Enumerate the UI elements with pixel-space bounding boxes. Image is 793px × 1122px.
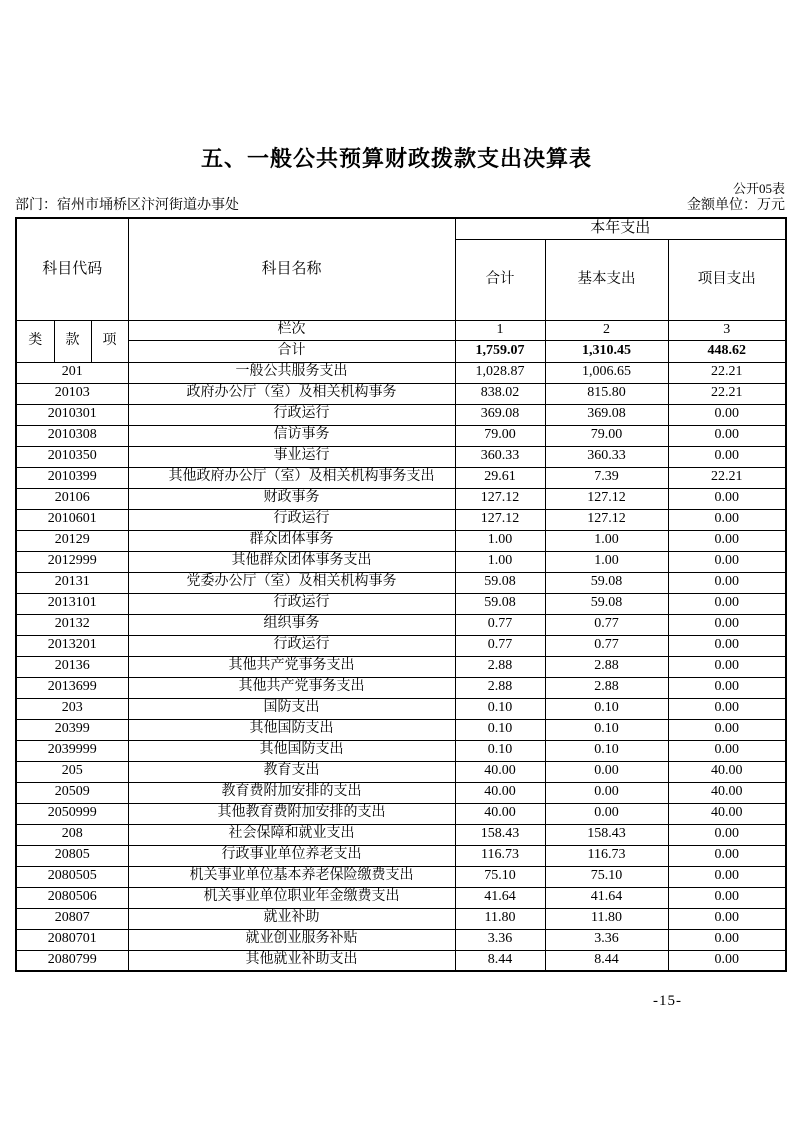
project-value-cell: 0.00: [668, 950, 786, 971]
table-row: [16, 551, 786, 572]
project-value-cell: 22.21: [668, 383, 786, 404]
subject-code-cell: 2010350: [16, 446, 128, 467]
subject-code-cell: 20136: [16, 656, 128, 677]
project-value-cell: 0.00: [668, 719, 786, 740]
basic-value-cell: 815.80: [545, 383, 668, 404]
project-value-cell: 0.00: [668, 614, 786, 635]
subject-name-cell: 就业创业服务补贴: [128, 929, 455, 950]
project-value-cell: 0.00: [668, 824, 786, 845]
subject-name-cell: 教育支出: [128, 761, 455, 782]
basic-value-cell: 59.08: [545, 593, 668, 614]
page-number: -15-: [653, 993, 682, 1009]
table-row: [16, 719, 786, 740]
total-value-cell: 158.43: [455, 824, 545, 845]
subject-name-cell: 群众团体事务: [128, 530, 455, 551]
total-value-cell: 11.80: [455, 908, 545, 929]
table-row: [16, 761, 786, 782]
subject-code-cell: 20399: [16, 719, 128, 740]
basic-value-cell: 0.77: [545, 614, 668, 635]
subject-name-cell: 财政事务: [128, 488, 455, 509]
basic-value-cell: 0.00: [545, 782, 668, 803]
total-value-cell: 59.08: [455, 572, 545, 593]
subject-name-cell: 其他共产党事务支出: [128, 656, 455, 677]
project-value-cell: 40.00: [668, 782, 786, 803]
project-value-cell: 0.00: [668, 446, 786, 467]
subject-code-cell: 20807: [16, 908, 128, 929]
project-value-cell: 0.00: [668, 635, 786, 656]
basic-value-cell: 0.10: [545, 719, 668, 740]
total-value-cell: 360.33: [455, 446, 545, 467]
basic-value-cell: 0.00: [545, 761, 668, 782]
basic-value-cell: 2.88: [545, 656, 668, 677]
table-row: [16, 950, 786, 971]
page-title: 五、一般公共预算财政拨款支出决算表: [200, 146, 592, 171]
subject-code-cell: 20103: [16, 383, 128, 404]
project-value-cell: 0.00: [668, 866, 786, 887]
project-value-cell: 0.00: [668, 551, 786, 572]
subject-name-cell: 其他群众团体事务支出: [128, 551, 455, 572]
subject-name-cell: 事业运行: [128, 446, 455, 467]
project-value-cell: 0.00: [668, 488, 786, 509]
table-row: [16, 740, 786, 761]
total-value-cell: 0.10: [455, 719, 545, 740]
header-row-lanci: [16, 320, 786, 340]
total-value-cell: 1,028.87: [455, 362, 545, 383]
subject-code-cell: 2080505: [16, 866, 128, 887]
basic-value-cell: 59.08: [545, 572, 668, 593]
subject-code-cell: 2010301: [16, 404, 128, 425]
table-row: [16, 614, 786, 635]
table-row: [16, 530, 786, 551]
subject-name-cell: 国防支出: [128, 698, 455, 719]
total-value-cell: 40.00: [455, 782, 545, 803]
basic-value-cell: 158.43: [545, 824, 668, 845]
subject-code-cell: 2010601: [16, 509, 128, 530]
basic-value-cell: 7.39: [545, 467, 668, 488]
grand-total-row: [16, 340, 786, 362]
subject-code-cell: 2080701: [16, 929, 128, 950]
table-row: [16, 677, 786, 698]
project-value-cell: 0.00: [668, 929, 786, 950]
header-item: 项: [91, 320, 128, 362]
subject-name-cell: 其他国防支出: [128, 740, 455, 761]
total-value-cell: 40.00: [455, 803, 545, 824]
total-value-cell: 369.08: [455, 404, 545, 425]
header-subject-name: 科目名称: [128, 218, 455, 320]
project-value-cell: 0.00: [668, 530, 786, 551]
project-value-cell: 0.00: [668, 908, 786, 929]
lanci-label: 栏次: [128, 320, 455, 340]
subject-code-cell: 20805: [16, 845, 128, 866]
table-row: [16, 362, 786, 383]
column-number-2: 2: [545, 320, 668, 340]
project-value-cell: 0.00: [668, 425, 786, 446]
basic-value-cell: 369.08: [545, 404, 668, 425]
table-row: [16, 866, 786, 887]
subject-code-cell: 2013699: [16, 677, 128, 698]
total-value-cell: 1.00: [455, 530, 545, 551]
subject-code-cell: 2039999: [16, 740, 128, 761]
table-row: [16, 656, 786, 677]
header-row-year: [16, 218, 786, 239]
total-value-cell: 75.10: [455, 866, 545, 887]
header-current-year-expenditure: 本年支出: [455, 218, 786, 239]
basic-value-cell: 41.64: [545, 887, 668, 908]
table-row: [16, 845, 786, 866]
basic-value-cell: 1.00: [545, 530, 668, 551]
subject-code-cell: 201: [16, 362, 128, 383]
subject-name-cell: 行政运行: [128, 509, 455, 530]
table-row: [16, 572, 786, 593]
total-value-cell: 116.73: [455, 845, 545, 866]
subject-name-cell: 行政运行: [128, 593, 455, 614]
total-value-cell: 40.00: [455, 761, 545, 782]
table-row: [16, 635, 786, 656]
meta-row: [15, 197, 785, 214]
basic-value-cell: 3.36: [545, 929, 668, 950]
header-project-expenditure: 项目支出: [668, 239, 786, 320]
subject-name-cell: 行政运行: [128, 404, 455, 425]
subject-name-cell: 其他政府办公厅（室）及相关机构事务支出: [128, 467, 455, 488]
total-value-cell: 8.44: [455, 950, 545, 971]
subject-code-cell: 20106: [16, 488, 128, 509]
table-row: [16, 824, 786, 845]
grand-total-value: 1,759.07: [455, 340, 545, 362]
subject-name-cell: 其他共产党事务支出: [128, 677, 455, 698]
table-row: [16, 404, 786, 425]
grand-total-basic: 1,310.45: [545, 340, 668, 362]
total-value-cell: 79.00: [455, 425, 545, 446]
basic-value-cell: 0.10: [545, 698, 668, 719]
subject-code-cell: 20509: [16, 782, 128, 803]
table-row: [16, 782, 786, 803]
grand-total-label: 合计: [128, 340, 455, 362]
header-class: 类: [16, 320, 54, 362]
table-row: [16, 929, 786, 950]
header-subject-code: 科目代码: [16, 218, 128, 320]
expenditure-table: [15, 217, 787, 972]
subject-name-cell: 行政事业单位养老支出: [128, 845, 455, 866]
table-row: [16, 425, 786, 446]
table-code-label: 公开05表: [732, 181, 785, 196]
subject-name-cell: 一般公共服务支出: [128, 362, 455, 383]
basic-value-cell: 0.77: [545, 635, 668, 656]
table-row: [16, 488, 786, 509]
project-value-cell: 0.00: [668, 572, 786, 593]
total-value-cell: 127.12: [455, 509, 545, 530]
department-label: 部门：宿州市埇桥区汴河街道办事处: [15, 198, 239, 213]
total-value-cell: 0.77: [455, 614, 545, 635]
subject-name-cell: 其他教育费附加安排的支出: [128, 803, 455, 824]
project-value-cell: 0.00: [668, 677, 786, 698]
total-value-cell: 127.12: [455, 488, 545, 509]
subject-code-cell: 2013101: [16, 593, 128, 614]
grand-total-project: 448.62: [668, 340, 786, 362]
basic-value-cell: 1.00: [545, 551, 668, 572]
project-value-cell: 0.00: [668, 698, 786, 719]
table-row: [16, 467, 786, 488]
basic-value-cell: 127.12: [545, 509, 668, 530]
subject-code-cell: 205: [16, 761, 128, 782]
total-value-cell: 0.10: [455, 740, 545, 761]
table-row: [16, 908, 786, 929]
subject-name-cell: 机关事业单位职业年金缴费支出: [128, 887, 455, 908]
project-value-cell: 0.00: [668, 509, 786, 530]
subject-code-cell: 2010308: [16, 425, 128, 446]
header-section: 款: [54, 320, 91, 362]
project-value-cell: 40.00: [668, 761, 786, 782]
header-basic-expenditure: 基本支出: [545, 239, 668, 320]
project-value-cell: 0.00: [668, 656, 786, 677]
total-value-cell: 2.88: [455, 656, 545, 677]
subject-name-cell: 组织事务: [128, 614, 455, 635]
total-value-cell: 838.02: [455, 383, 545, 404]
total-value-cell: 1.00: [455, 551, 545, 572]
basic-value-cell: 116.73: [545, 845, 668, 866]
subject-code-cell: 20132: [16, 614, 128, 635]
table-row: [16, 803, 786, 824]
project-value-cell: 22.21: [668, 467, 786, 488]
subject-name-cell: 信访事务: [128, 425, 455, 446]
total-value-cell: 41.64: [455, 887, 545, 908]
basic-value-cell: 8.44: [545, 950, 668, 971]
subject-code-cell: 2013201: [16, 635, 128, 656]
basic-value-cell: 11.80: [545, 908, 668, 929]
basic-value-cell: 75.10: [545, 866, 668, 887]
project-value-cell: 22.21: [668, 362, 786, 383]
subject-name-cell: 教育费附加安排的支出: [128, 782, 455, 803]
total-value-cell: 0.10: [455, 698, 545, 719]
subject-code-cell: 20131: [16, 572, 128, 593]
table-row: [16, 509, 786, 530]
table-row: [16, 593, 786, 614]
subject-code-cell: 2010399: [16, 467, 128, 488]
table-row: [16, 698, 786, 719]
subject-name-cell: 其他就业补助支出: [128, 950, 455, 971]
project-value-cell: 0.00: [668, 887, 786, 908]
column-number-3: 3: [668, 320, 786, 340]
project-value-cell: 0.00: [668, 740, 786, 761]
column-number-1: 1: [455, 320, 545, 340]
project-value-cell: 40.00: [668, 803, 786, 824]
amount-unit-label: 金额单位：万元: [687, 198, 785, 213]
total-value-cell: 3.36: [455, 929, 545, 950]
basic-value-cell: 0.10: [545, 740, 668, 761]
basic-value-cell: 2.88: [545, 677, 668, 698]
subject-name-cell: 行政运行: [128, 635, 455, 656]
subject-code-cell: 203: [16, 698, 128, 719]
subject-code-cell: 2012999: [16, 551, 128, 572]
subject-name-cell: 就业补助: [128, 908, 455, 929]
project-value-cell: 0.00: [668, 593, 786, 614]
basic-value-cell: 79.00: [545, 425, 668, 446]
subject-name-cell: 社会保障和就业支出: [128, 824, 455, 845]
total-value-cell: 2.88: [455, 677, 545, 698]
basic-value-cell: 127.12: [545, 488, 668, 509]
subject-name-cell: 政府办公厅（室）及相关机构事务: [128, 383, 455, 404]
subject-code-cell: 20129: [16, 530, 128, 551]
subject-code-cell: 2080799: [16, 950, 128, 971]
table-row: [16, 887, 786, 908]
basic-value-cell: 0.00: [545, 803, 668, 824]
total-value-cell: 29.61: [455, 467, 545, 488]
project-value-cell: 0.00: [668, 404, 786, 425]
total-value-cell: 0.77: [455, 635, 545, 656]
table-row: [16, 446, 786, 467]
subject-code-cell: 2050999: [16, 803, 128, 824]
table-row: [16, 383, 786, 404]
subject-name-cell: 机关事业单位基本养老保险缴费支出: [128, 866, 455, 887]
subject-name-cell: 党委办公厅（室）及相关机构事务: [128, 572, 455, 593]
total-value-cell: 59.08: [455, 593, 545, 614]
basic-value-cell: 360.33: [545, 446, 668, 467]
subject-code-cell: 208: [16, 824, 128, 845]
subject-code-cell: 2080506: [16, 887, 128, 908]
header-total: 合计: [455, 239, 545, 320]
subject-name-cell: 其他国防支出: [128, 719, 455, 740]
basic-value-cell: 1,006.65: [545, 362, 668, 383]
project-value-cell: 0.00: [668, 845, 786, 866]
